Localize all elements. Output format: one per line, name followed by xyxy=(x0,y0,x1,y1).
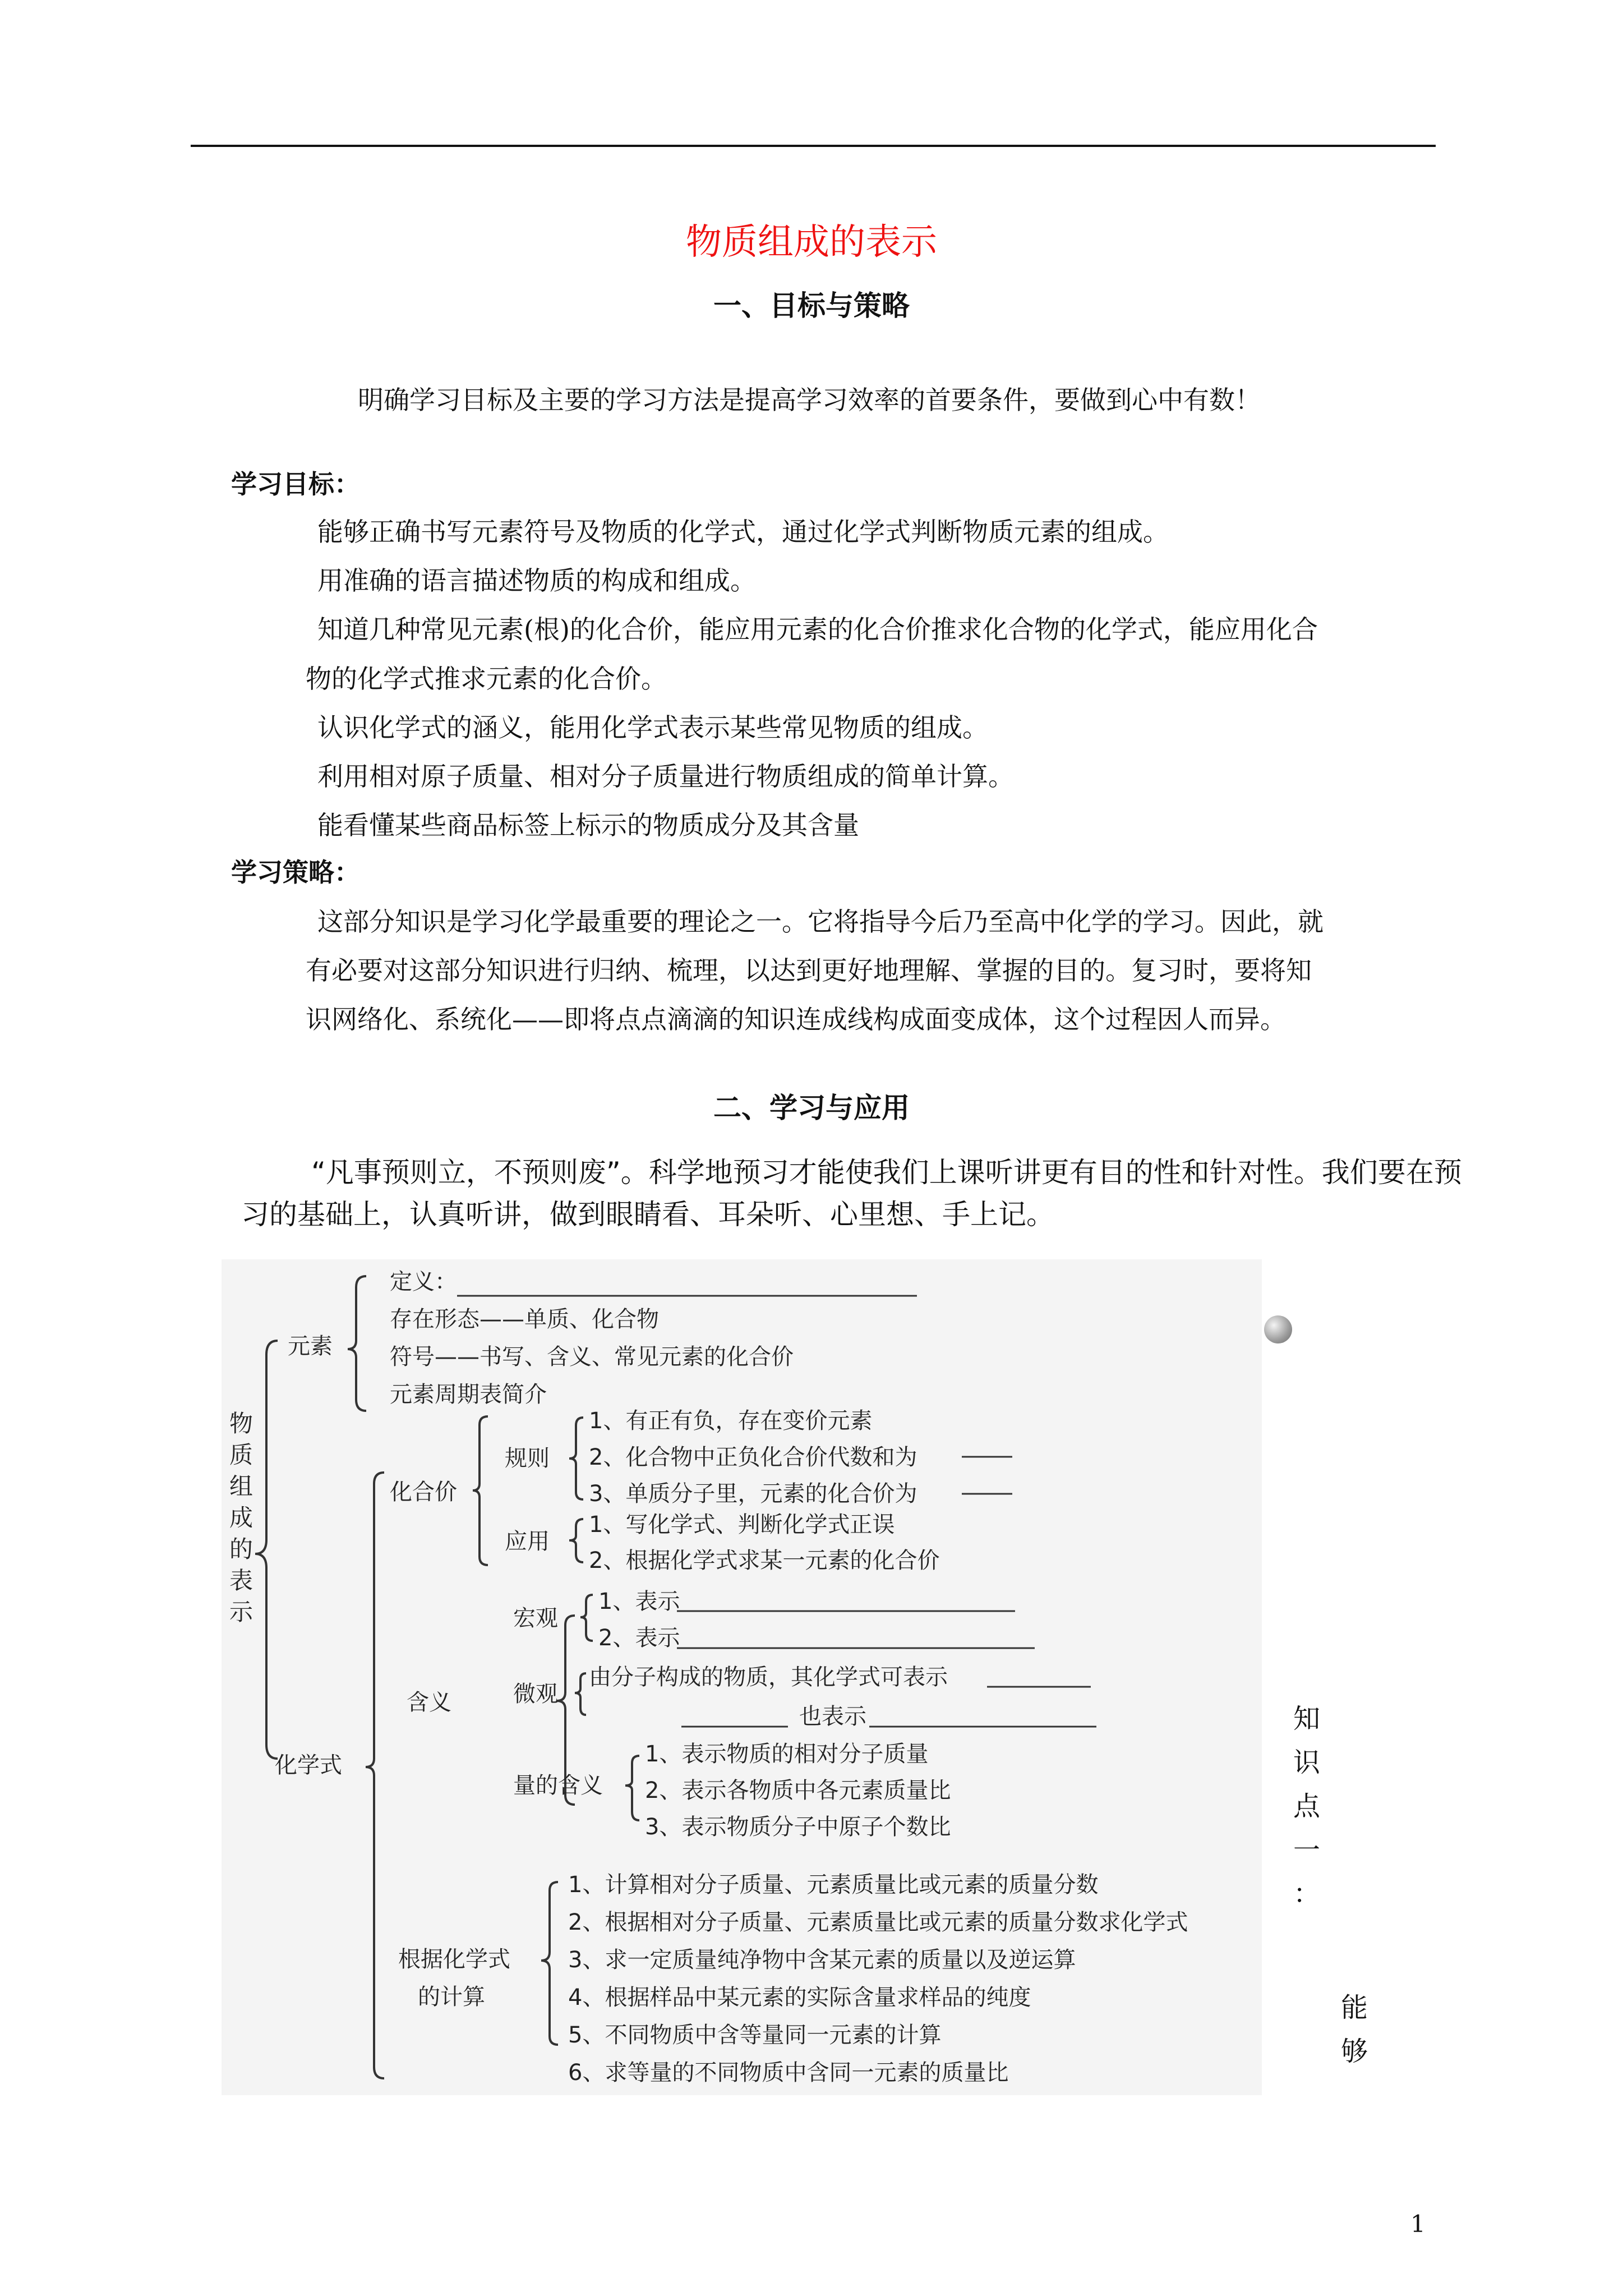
preface-line: 习的基础上，认真听讲，做到眼睛看、耳朵听、心里想、手上记。 xyxy=(241,1198,1054,1231)
strategy-line: 识网络化、系统化——即将点点滴滴的知识连成线构成面变成体，这个过程因人而异。 xyxy=(306,1004,1286,1034)
goal-item: 能看懂某些商品标签上标示的物质成分及其含量 xyxy=(317,810,859,840)
side-note-char: ： xyxy=(1293,1878,1320,1910)
knowledge-diagram xyxy=(222,1259,1262,2095)
preface-line: “凡事预则立，不预则废”。科学地预习才能使我们上课听讲更有目的性和针对性。我们要在预 xyxy=(311,1156,1462,1189)
diagram-root-label xyxy=(227,1408,255,1628)
goal-item: 利用相对原子质量、相对分子质量进行物质组成的简单计算。 xyxy=(317,761,1014,792)
section1-heading: 一、目标与策略 xyxy=(713,289,910,322)
diagram-calc-item: 3、求一定质量纯净物中含某元素的质量以及逆运算 xyxy=(568,1947,1076,1973)
diagram-macro-item: 1、表示 xyxy=(598,1589,680,1614)
diagram-rule-item: 1、有正有负，存在变价元素 xyxy=(589,1408,873,1434)
diagram-calc-label: 的计算 xyxy=(418,1984,485,2010)
diagram-element-item: 元素周期表简介 xyxy=(390,1382,547,1407)
strategy-label: 学习策略： xyxy=(231,857,360,887)
diagram-element-item: 存在形态——单质、化合物 xyxy=(390,1306,659,1332)
diagram-apply-item: 1、写化学式、判断化学式正误 xyxy=(589,1512,895,1538)
bullet-ball-icon xyxy=(1264,1315,1292,1343)
diagram-quantity-item: 3、表示物质分子中原子个数比 xyxy=(645,1814,951,1840)
goal-item: 用准确的语言描述物质的构成和组成。 xyxy=(317,565,756,596)
strategy-line: 有必要对这部分知识进行归纳、梳理，以达到更好地理解、掌握的目的。复习时，要将知 xyxy=(306,955,1312,986)
diagram-macro-label: 宏观 xyxy=(513,1605,558,1631)
diagram-calc-item: 1、计算相对分子质量、元素质量比或元素的质量分数 xyxy=(568,1872,1099,1898)
diagram-calc-item: 4、根据样品中某元素的实际含量求样品的纯度 xyxy=(568,1985,1031,2010)
section2-heading: 二、学习与应用 xyxy=(713,1091,910,1124)
goals-label: 学习目标： xyxy=(231,469,360,499)
side-note-char: 点 xyxy=(1293,1791,1320,1822)
diagram-root-text: 物质组成的表示 xyxy=(229,1410,253,1626)
diagram-calc-item: 6、求等量的不同物质中含同一元素的质量比 xyxy=(568,2060,1009,2086)
side-note-char: 知 xyxy=(1293,1703,1320,1734)
page-title: 物质组成的表示 xyxy=(686,222,937,263)
diagram-valence-label: 化合价 xyxy=(390,1479,457,1505)
diagram-quantity-item: 2、表示各物质中各元素质量比 xyxy=(645,1778,951,1803)
side-note-char: 能 xyxy=(1340,1992,1368,2023)
diagram-quantity-item: 1、表示物质的相对分子质量 xyxy=(645,1741,929,1767)
diagram-apply-label: 应用 xyxy=(505,1529,550,1554)
header-rule xyxy=(191,145,1436,147)
side-note-char: 一 xyxy=(1293,1834,1320,1866)
diagram-element-label: 元素 xyxy=(288,1333,333,1359)
side-note-char: 识 xyxy=(1293,1747,1320,1778)
goal-item: 知道几种常见元素(根)的化合价，能应用元素的化合价推求化合物的化学式，能应用化合 xyxy=(317,614,1318,645)
diagram-micro-item: 也表示 xyxy=(799,1704,866,1729)
diagram-calc-label: 根据化学式 xyxy=(398,1947,510,1972)
diagram-rule-item: 3、单质分子里，元素的化合价为 xyxy=(589,1481,917,1507)
diagram-rule-item: 2、化合物中正负化合价代数和为 xyxy=(589,1444,917,1470)
diagram-rules-label: 规则 xyxy=(505,1446,550,1471)
diagram-apply-item: 2、根据化学式求某一元素的化合价 xyxy=(589,1548,940,1573)
diagram-micro-label: 微观 xyxy=(513,1681,558,1707)
diagram-macro-item: 2、表示 xyxy=(598,1625,680,1651)
goal-item: 物的化学式推求元素的化合价。 xyxy=(306,664,667,694)
intro-text: 明确学习目标及主要的学习方法是提高学习效率的首要条件，要做到心中有数！ xyxy=(358,385,1261,415)
side-note-char: 够 xyxy=(1340,2036,1368,2067)
diagram-element-item: 定义： xyxy=(390,1269,457,1295)
goal-item: 能够正确书写元素符号及物质的化学式，通过化学式判断物质元素的组成。 xyxy=(317,517,1169,547)
diagram-formula-label: 化学式 xyxy=(275,1752,342,1778)
diagram-quantity-label: 量的含义 xyxy=(513,1773,603,1798)
diagram-calc-item: 2、根据相对分子质量、元素质量比或元素的质量分数求化学式 xyxy=(568,1910,1188,1935)
page-number: 1 xyxy=(1410,2210,1426,2238)
diagram-meaning-label: 含义 xyxy=(407,1690,451,1715)
diagram-calc-item: 5、不同物质中含等量同一元素的计算 xyxy=(568,2022,942,2048)
diagram-element-item: 符号——书写、含义、常见元素的化合价 xyxy=(390,1344,794,1370)
diagram-micro-item: 由分子构成的物质，其化学式可表示 xyxy=(589,1664,948,1690)
goal-item: 认识化学式的涵义，能用化学式表示某些常见物质的组成。 xyxy=(317,712,988,743)
strategy-line: 这部分知识是学习化学最重要的理论之一。它将指导今后乃至高中化学的学习。因此，就 xyxy=(317,907,1324,937)
